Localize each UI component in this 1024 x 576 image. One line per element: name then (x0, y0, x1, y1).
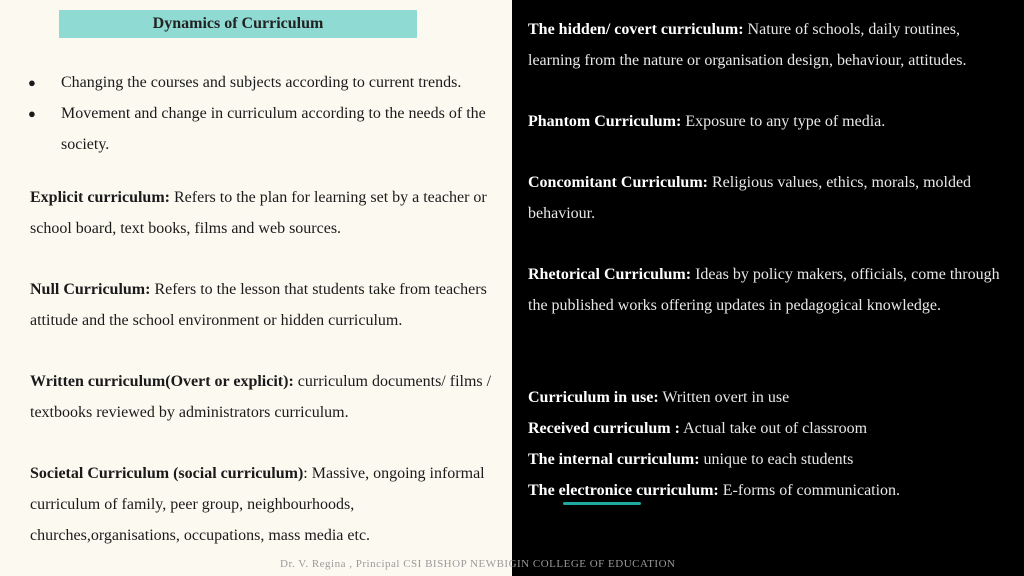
term: Written curriculum(Overt or explicit): (30, 373, 294, 390)
term: Societal Curriculum (social curriculum) (30, 465, 304, 482)
internal-curriculum-para: The internal curriculum: unique to each students (528, 451, 854, 468)
term: Phantom Curriculum: (528, 113, 682, 130)
null-curriculum-para: Null Curriculum: Refers to the lesson that students take from teachers attitude and the school environment or hidden curriculum. (30, 281, 487, 329)
term: Null Curriculum: (30, 281, 151, 298)
term: The internal curriculum: (528, 451, 700, 468)
term: The hidden/ covert curriculum: (528, 21, 744, 38)
list-item: ● Movement and change in curriculum according to the needs of the society. (28, 98, 498, 160)
written-curriculum-para: Written curriculum(Overt or explicit): curriculum documents/ films / textbooks reviewed by administrators curriculum. (30, 373, 492, 421)
footer-credit: Dr. V. Regina , Principal CSI BISHOP NEWBIGIN COLLEGE OF EDUCATION (280, 558, 676, 570)
bullet-icon: ● (28, 75, 36, 90)
electronic-curriculum-para: The electronice curriculum: E-forms of communication. (528, 482, 901, 499)
term: Received curriculum : (528, 420, 680, 437)
page-title: Dynamics of Curriculum (59, 10, 417, 38)
term: Concomitant Curriculum: (528, 174, 708, 191)
curriculum-in-use-para: Curriculum in use: Written overt in use (528, 389, 790, 406)
term: Explicit curriculum: (30, 189, 170, 206)
right-panel (512, 0, 1024, 576)
phantom-curriculum-para: Phantom Curriculum: Exposure to any type of media. (528, 113, 886, 130)
societal-curriculum-para: Societal Curriculum (social curriculum): Massive, ongoing informal curriculum of family, peer group, neighbourhoods, churches,organisations, occupations, mass media etc. (30, 465, 485, 544)
term: The electronice curriculum: (528, 482, 719, 499)
bullet-list (28, 67, 498, 160)
received-curriculum-para: Received curriculum : Actual take out of classroom (528, 420, 868, 437)
concomitant-curriculum-para: Concomitant Curriculum: Religious values, ethics, morals, molded behaviour. (528, 174, 972, 222)
accent-underline (563, 502, 641, 505)
rhetorical-curriculum-para: Rhetorical Curriculum: Ideas by policy makers, officials, come through the published works offering updates in pedagogical knowledge. (528, 266, 1000, 314)
list-item: ● Changing the courses and subjects according to current trends. (28, 67, 498, 98)
term: Rhetorical Curriculum: (528, 266, 692, 283)
bullet-icon: ● (28, 106, 36, 121)
hidden-curriculum-para: The hidden/ covert curriculum: Nature of schools, daily routines, learning from the nature or organisation design, behaviour, attitudes. (528, 21, 967, 69)
term: Curriculum in use: (528, 389, 659, 406)
explicit-curriculum-para: Explicit curriculum: Refers to the plan for learning set by a teacher or school board, text books, films and web sources. (30, 189, 487, 237)
